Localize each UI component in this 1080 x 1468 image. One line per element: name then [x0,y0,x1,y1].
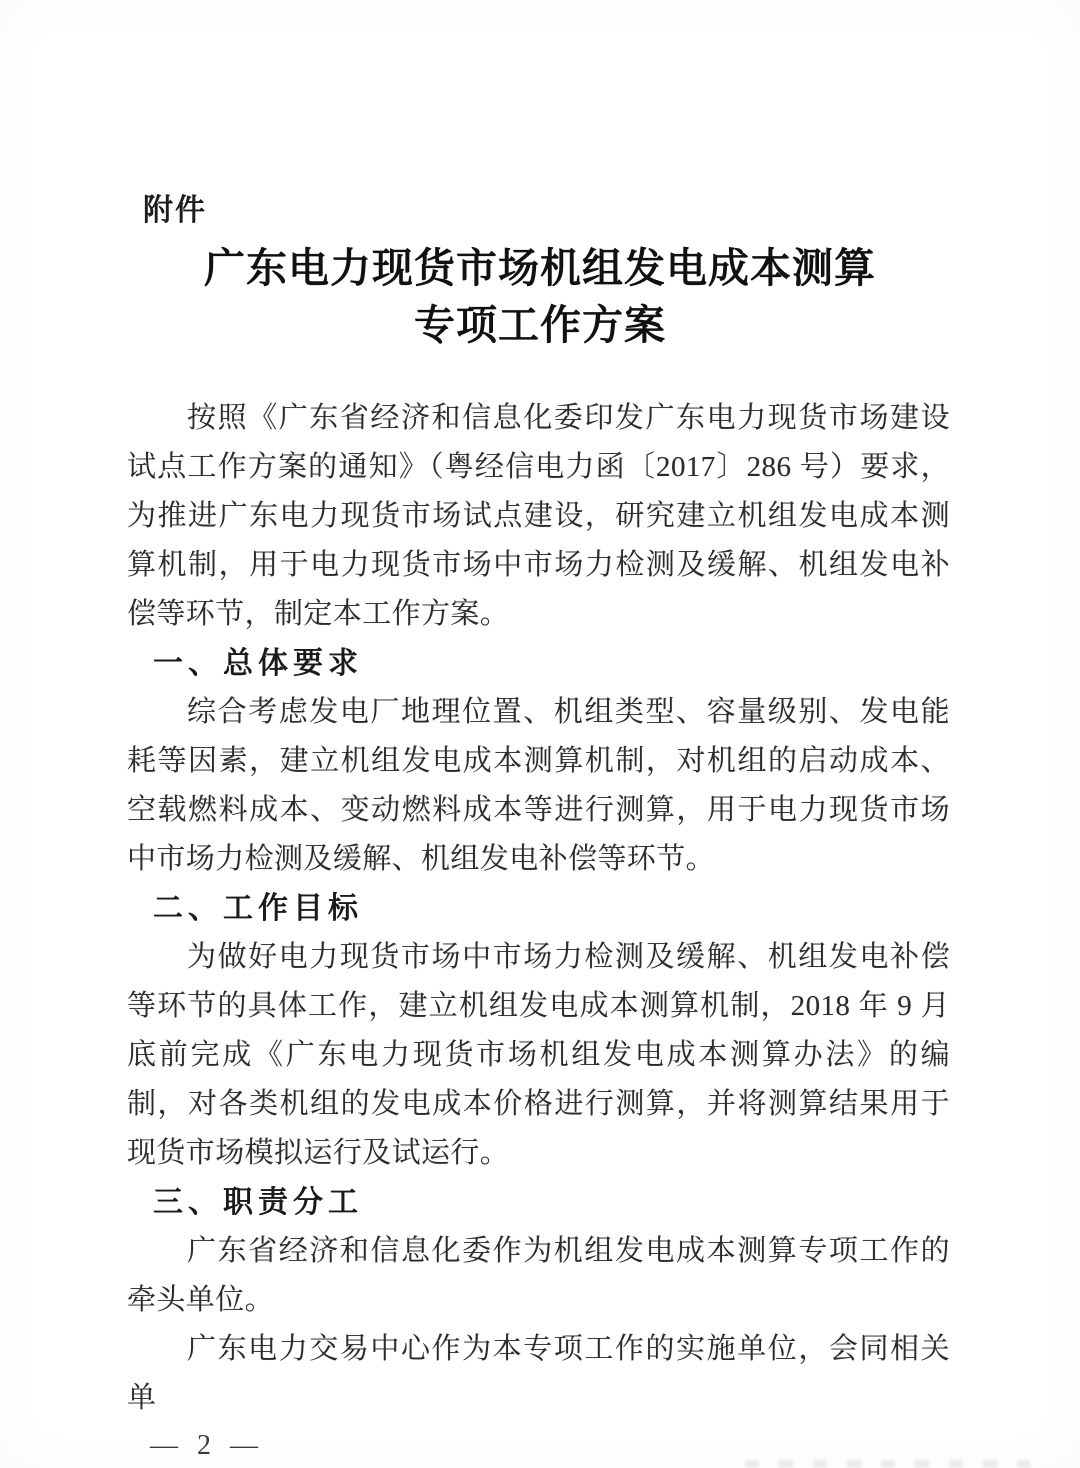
section-1-heading: 一、总体要求 [153,647,363,680]
document-title [0,240,1080,354]
scan-smudge-decoration [745,1460,1030,1468]
section-2-heading: 二、工作目标 [153,892,363,925]
page-number: — 2 — [150,1430,264,1461]
document-body [127,394,950,1423]
intro-paragraph: 按照《广东省经济和信息化委印发广东电力现货市场建设试点工作方案的通知》（粤经信电力函〔2017〕286 号）要求，为推进广东电力现货市场试点建设，研究建立机组发电成本测算机制，用于电力现货市场中市场力检测及缓解、机组发电补偿等环节，制定本工作方案。 [127,402,950,630]
document-title-line1: 广东电力现货市场机组发电成本测算 [204,245,876,291]
section-1-paragraph-1: 综合考虑发电厂地理位置、机组类型、容量级别、发电能耗等因素，建立机组发电成本测算机制，对机组的启动成本、空载燃料成本、变动燃料成本等进行测算，用于电力现货市场中市场力检测及缓解、机组发电补偿等环节。 [127,696,950,875]
section-3-heading: 三、职责分工 [153,1186,363,1219]
attachment-label: 附件 [143,194,207,227]
section-3-paragraph-1: 广东省经济和信息化委作为机组发电成本测算专项工作的牵头单位。 [127,1235,950,1316]
section-3-paragraph-2: 广东电力交易中心作为本专项工作的实施单位，会同相关单 [127,1333,950,1414]
section-2-paragraph-1: 为做好电力现货市场中市场力检测及缓解、机组发电补偿等环节的具体工作，建立机组发电成本测算机制，2018 年 9 月底前完成《广东电力现货市场机组发电成本测算办法》的编制，对各类机组的发电成本价格进行测算，并将测算结果用于现货市场模拟运行及试运行。 [127,941,950,1169]
document-title-line2: 专项工作方案 [414,302,666,348]
